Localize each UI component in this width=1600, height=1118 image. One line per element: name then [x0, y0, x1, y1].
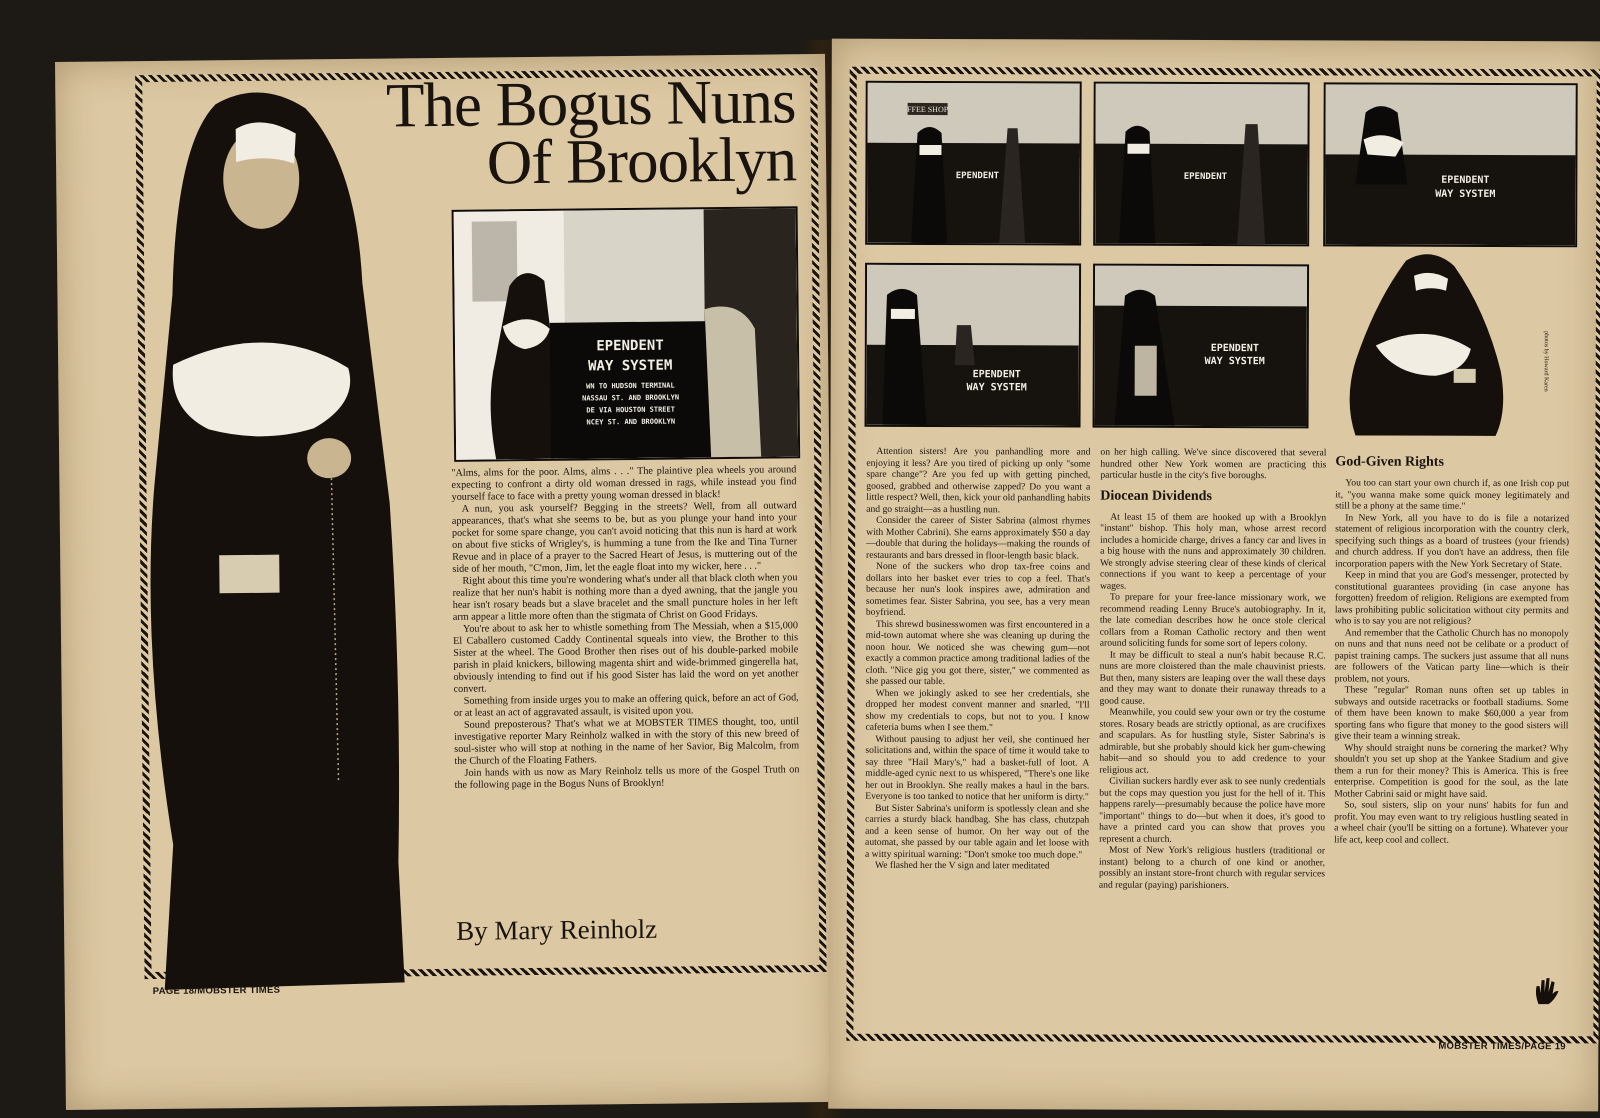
right-page	[828, 39, 1600, 1112]
intro-paragraph: "Alms, alms for the poor. Alms, alms . . ." The plaintive plea wheels you around expecting to confront a dirty old woman dressed in rags, while instead you find yourself face to face with a pretty young woman dressed in black!	[451, 464, 797, 503]
intro-paragraph: You're about to ask her to whistle something from The Messiah, when a $15,000 El Caballero customed Caddy Continental squeals into view, the Brother to this Sister at the wheel. The Good Brother then rises out of his double-parked mobile parish in plaid knickers, billowing magenta shirt and wide-brimmed gingerella hat, obviously intending to find out if his good Sister has laid the word on yet another convert.	[453, 620, 799, 695]
sign-line-2: WAY SYSTEM	[587, 357, 673, 375]
paragraph: At least 15 of them are hooked up with a Brooklyn "instant" bishop. This holy man, whose arrest record includes a homicide charge, drives a fancy car and lives in a big house with the nuns and approximately 30 children. We strongly advise steering clear of these kinds of clerical connections if you want to keep a percentage of your wages.	[1099, 511, 1327, 592]
sequence-photo-1	[865, 81, 1082, 246]
sign-line-1: EPENDENT	[596, 337, 664, 355]
nun-figure-photo	[95, 82, 445, 1021]
column-3	[1334, 447, 1569, 846]
sign-line-1: EPENDENT	[955, 171, 1000, 182]
paragraph: Keep in mind that you are God's messenger, protected by constitutional guarantees providing (in case anyone has forgotten) freedom of religion. Religions are exempted from laws prohibiting public solicitation without city permits and who is to say you are not religious?	[1334, 569, 1570, 627]
left-page-folio: PAGE 18/MOBSTER TIMES	[152, 984, 281, 998]
intro-paragraph: Join hands with us now as Mary Reinholz tells us more of the Gospel Truth on the following page in the Bogus Nuns of Brooklyn!	[454, 764, 800, 791]
paragraph: It may be difficult to steal a nun's habit because R.C. nuns are more cloistered than the male chauvinist priests. But then, many sisters are leaping over the wall these days and they may want to donate their runaway threads to a good cause.	[1099, 649, 1326, 707]
paragraph: So, soul sisters, slip on your nuns' habits for fun and profit. You may even want to try religious hustling seated in a wheel chair (you'll be sitting on a fortune). Whatever your life act, keep cool and collect.	[1334, 799, 1569, 846]
paragraph: Most of New York's religious hustlers (traditional or instant) belong to a church of one kind or another, possibly an instant store-front church with regular services and regular (paying) parishioners.	[1098, 844, 1326, 891]
hand-icon	[1530, 976, 1560, 1006]
column-1	[865, 446, 1090, 872]
column-2	[1099, 447, 1327, 892]
paragraph: To prepare for your free-lance missionary work, we recommend reading Lenny Bruce's autobiography. In it, the late comedian describes how he once stole clerical collars from a Roman Catholic rectory and then went around soliciting funds for some sort of lepers colony.	[1099, 591, 1326, 650]
sign-line-4: NASSAU ST. AND BROOKLYN	[582, 393, 680, 403]
paragraph: This shrewd businesswomen was first encountered in a mid-town automat where she was cleaning up during the noon hour. We noticed she was chewing gum—not exactly a common practice among traditional ladies of the cloth. "Nice gig you got there, sister," we commented as she passed our table.	[865, 618, 1090, 688]
paragraph: on her high calling. We've since discovered that several hundred other New York women are practicing this particular hustle in the city's five boroughs.	[1100, 446, 1327, 482]
sign-line-2: WAY SYSTEM	[1204, 355, 1265, 368]
sequence-photo-3	[1323, 82, 1578, 247]
sequence-photo-4	[865, 263, 1082, 428]
sign-line-6: NCEY ST. AND BROOKLYN	[586, 417, 676, 427]
paragraph: Civilian suckers hardly ever ask to see nunly credentials but the cops may question you just for the hell of it. This happens rarely—presumably because the police have more "important" things to do—but when it does, it's good to have a printed card you can show that proves you represent a church.	[1099, 775, 1326, 845]
byline: By Mary Reinholz	[455, 913, 658, 946]
intro-paragraph: Sound preposterous? That's what we at MOBSTER TIMES thought, too, until investigative reporter Mary Reinholz walked in with the story of this new breed of soul-sister who will stop at nothing in the name of her Savior, Big Malcolm, from the Church of the Floating Fathers.	[454, 716, 800, 767]
sequence-photo-2	[1093, 82, 1310, 247]
cutout-nun-photo	[1335, 250, 1516, 436]
photo-credit: photos by Howard Karen	[1542, 331, 1549, 392]
shop-sign: FFEE SHOP	[907, 104, 949, 115]
sequence-photo-5	[1093, 264, 1310, 429]
paragraph: Without pausing to adjust her veil, she continued her solicitations and, within the space of time it would take to say three "Hail Mary's," had a basket-full of loot. A middle-aged cynic next to us whispered, "There's one like her out in Brooklyn. She really makes a haul in the bars. Everyone is too tanked to notice that her uniform is dirty."	[865, 733, 1090, 803]
intro-paragraph: Right about this time you're wondering what's under all that black cloth when you realize that her nun's habit is nothing more than a dyed awning, that the jangle you hear isn't rosary beads but a slave bracelet and the small puncture holes in her left arm appear a little more often than the stigmata of Christ on Good Fridays.	[452, 572, 798, 623]
sign-line-1: EPENDENT	[1183, 171, 1228, 183]
sign-line-1: EPENDENT	[1441, 174, 1490, 186]
paragraph: Attention sisters! Are you panhandling more and enjoying it less? Are you tired of picking up only "some spare change"? Are you fed up with getting pinched, goosed, grabbed and otherwise zapped? Do you want a little respect? Well, then, kick your old panhandling habits and go straight—as a hustling nun.	[866, 445, 1091, 515]
paragraph: These "regular" Roman nuns often set up tables in subways and outside racetracks or football stadiums. Some of them have been known to make $60,000 a year from sporting fans who figure that money to the good sisters will give their team a winning streak.	[1334, 684, 1569, 742]
paragraph: When we jokingly asked to see her credentials, she dropped her modest convent manner and snarled, "I'll show my credentials to cops, but not to you. I know cafeteria bums when I see them."	[865, 687, 1090, 734]
sign-line-3: WN TO HUDSON TERMINAL	[586, 381, 675, 391]
sign-line-1: EPENDENT	[1210, 342, 1259, 355]
paragraph: Consider the career of Sister Sabrina (almost rhymes with Mother Cabrini). She earns approximately $50 a day—double that during the holidays—making the rounds of restaurants and bars dressed in floor-length basic black.	[866, 514, 1091, 562]
intro-paragraph: Something from inside urges you to make an offering quick, before an act of God, or at least an act of aggravated assault, is visited upon you.	[453, 692, 799, 719]
paragraph: We flashed her the V sign and later meditated	[874, 859, 1050, 872]
sign-line-5: DE VIA HOUSTON STREET	[586, 405, 675, 415]
article-title	[355, 66, 797, 198]
sign-line-2: WAY SYSTEM	[966, 382, 1027, 394]
intro-paragraph: A nun, you ask yourself? Begging in the streets? Well, from all outward appearances, that's what she seems to be, but as you plunge your hand into your pocket for some spare change, you can't avoid noticing that this nun is hard at work on about five sticks of Wrigley's, is humming a tune from the Ike and Tina Turner Revue and in place of a prayer to the Sacred Heart of Jesus, is muttering out of the side of her mouth, "C'mon, Jim, let the eagle float into my wicker, here . . ."	[451, 500, 798, 575]
nun-at-subway-photo	[452, 206, 801, 462]
intro-text	[451, 464, 799, 792]
right-page-folio: MOBSTER TIMES/PAGE 19	[1438, 1040, 1566, 1053]
paragraph: Why should straight nuns be cornering the market? Why shouldn't you set up shop at the Yankee Stadium and give them a run for their money? This is America. This is free enterprise. Competition is good for the soul, as the late Mother Cabrini said or might have said.	[1334, 741, 1569, 800]
left-page	[55, 54, 836, 1110]
title-line-2: Of Brooklyn	[486, 124, 797, 198]
title-line-1: The Bogus Nuns	[385, 66, 796, 141]
paragraph: You too can start your own church if, as one Irish cop put it, "you wanna make some quick money legitimately and still be a phony at the same time."	[1335, 477, 1570, 512]
paragraph: And remember that the Catholic Church has no monopoly on nuns and that nuns need not be celibate or a product of papist training camps. The suckers just assume that all nuns are followers of the Vatican party line—which is their problem, not yours.	[1334, 626, 1569, 685]
paragraph: Meanwhile, you could sew your own or try the costume stores. Rosary beads are strictly optional, as are crucifixes and scapulars. As for hustling style, Sister Sabrina's is admirable, but she probably should kick her gum-chewing habit—and so should you to add credence to your religious act.	[1099, 706, 1326, 776]
subhead-god-given-rights: God-Given Rights	[1335, 454, 1444, 470]
paragraph: In New York, all you have to do is file a notarized statement of religious incorporation with the country clerk, specifying such things as a board of trustees (your friends) and church address. If you don't have an address, then file incorporation papers with the New York Secretary of State.	[1335, 511, 1570, 570]
subhead-diocean-dividends: Diocean Dividends	[1100, 488, 1212, 504]
sign-line-2: WAY SYSTEM	[1435, 188, 1496, 200]
paragraph: But Sister Sabrina's uniform is spotlessly clean and she carries a sturdy black handbag. She has class, chutzpah and a keen sense of humor. On her way out of the automat, she passed by our table again and let loose with a witty spiritual warning: "Don't smoke too much dope."	[865, 802, 1090, 861]
sign-line-1: EPENDENT	[972, 369, 1021, 381]
paragraph: None of the suckers who drop tax-free coins and dollars into her basket ever tries to cop a feel. That's because her nun's look inspires awe, admiration and sometimes fear. Sister Sabrina, you see, has a very mean boyfriend.	[865, 560, 1091, 618]
